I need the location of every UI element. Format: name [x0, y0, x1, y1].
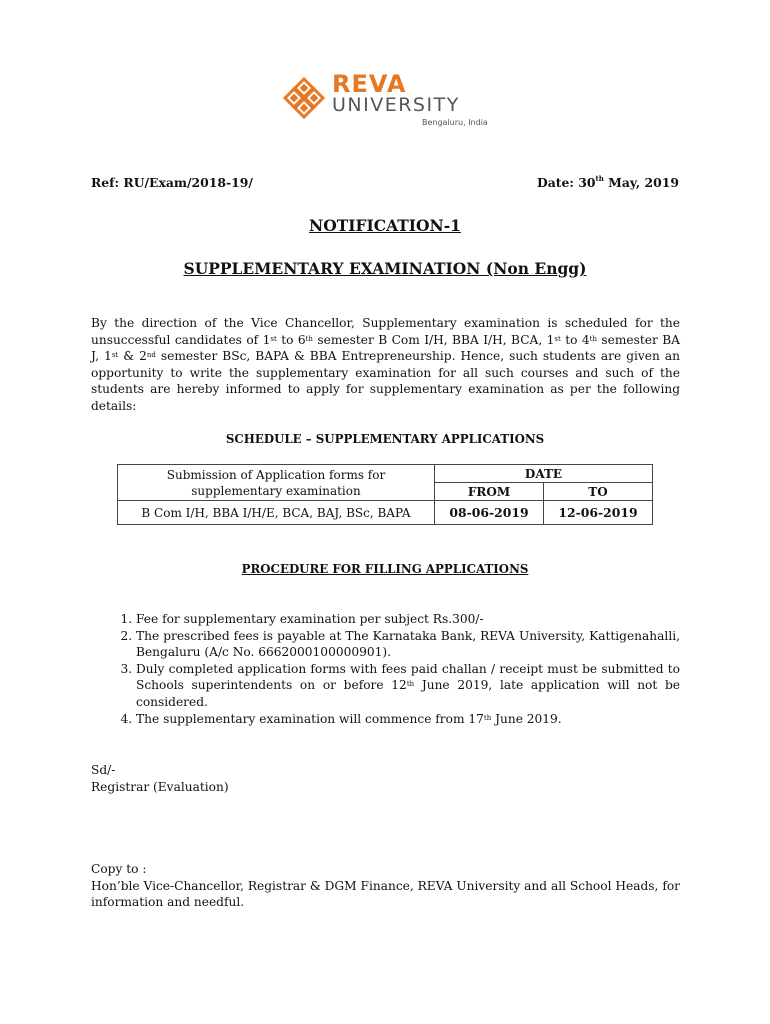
date-prefix: Date: 30 [536, 175, 596, 190]
copy-to-label: Copy to : [91, 862, 147, 876]
schedule-title: SCHEDULE – SUPPLEMENTARY APPLICATIONS [225, 432, 545, 446]
date-superscript: th [595, 174, 604, 183]
para-text: & 2 [118, 349, 147, 364]
list-item: 1. Fee for supplementary examination per subject Rs.300/- [136, 611, 680, 628]
university-logo [282, 70, 492, 130]
table-header-row [118, 465, 653, 483]
copy-to-block [91, 861, 680, 911]
para-sup: st [270, 334, 277, 343]
to-header: TO [544, 483, 653, 501]
list-item [136, 661, 680, 711]
notification-title: NOTIFICATION-1 [309, 216, 461, 235]
list-item [136, 711, 680, 728]
signatory-role: Registrar (Evaluation) [91, 779, 229, 794]
reva-emblem-icon [282, 76, 326, 120]
para-sup: st [111, 351, 119, 360]
date-suffix: May, 2019 [603, 175, 679, 190]
logo-location: Bengaluru, India [422, 118, 488, 127]
list-item: 2. The prescribed fees is payable at The Karnataka Bank, REVA University, Kattigenahalli, Bengaluru (A/c No. 6662000100000901). [136, 628, 680, 661]
logo-subtitle: UNIVERSITY [332, 94, 460, 116]
exam-title: SUPPLEMENTARY EXAMINATION (Non Engg) [183, 259, 587, 278]
signature-block [91, 762, 229, 795]
procedure-title: PROCEDURE FOR FILLING APPLICATIONS [241, 562, 529, 576]
intro-paragraph [91, 315, 680, 415]
para-text: to 6 [276, 332, 306, 347]
para-sup: th [305, 334, 313, 343]
para-sup: nd [146, 351, 156, 360]
notice-date [537, 175, 679, 190]
para-sup: th [589, 334, 597, 343]
para-text: semester BSc, BAPA & BBA Entrepreneurship. Hence, such students are given an opportunity to write the supplementary examination for all such courses and such of the students are hereby informed to apply for supplementary examination as per the following details: [91, 349, 680, 413]
copy-to-recipients: Hon’ble Vice-Chancellor, Registrar & DGM Finance, REVA University and all School Heads, for information and needful. [91, 878, 680, 910]
table-row [118, 501, 653, 525]
para-text: By the direction of the Vice Chancellor, Supplementary examination is scheduled for the unsuccessful candidates of 1 [91, 316, 680, 347]
logo-wordmark: REVA [332, 70, 407, 98]
description-header [118, 465, 435, 501]
signature-mark: Sd/- [91, 763, 116, 777]
para-sup: st [554, 334, 561, 343]
reference-number: Ref: RU/Exam/2018-19/ [91, 175, 253, 190]
para-text: semester B Com I/H, BBA I/H, BCA, 1 [312, 332, 555, 347]
description-line: supplementary examination [191, 483, 361, 498]
list-item-sup: th [483, 713, 492, 722]
courses-cell: B Com I/H, BBA I/H/E, BCA, BAJ, BSc, BAPA [118, 501, 435, 525]
list-item-sup: th [406, 680, 415, 689]
from-date-cell: 08-06-2019 [435, 501, 544, 525]
para-text: semester BA J, 1 [91, 332, 680, 364]
description-line: Submission of Application forms for [166, 467, 386, 482]
para-text: to 4 [560, 332, 590, 347]
list-item-text: Duly completed application forms with fees paid challan / receipt must be submitted to Schools superintendents on or before 12 [136, 661, 680, 693]
list-item-text: June 2019, late application will not be considered. [136, 678, 680, 709]
to-date-cell: 12-06-2019 [544, 501, 653, 525]
schedule-table [117, 464, 653, 525]
list-item-text: The supplementary examination will commence from 17 [136, 711, 484, 726]
procedure-list [91, 611, 680, 727]
list-item-text: June 2019. [491, 711, 562, 726]
date-header: DATE [435, 465, 653, 483]
from-header: FROM [435, 483, 544, 501]
